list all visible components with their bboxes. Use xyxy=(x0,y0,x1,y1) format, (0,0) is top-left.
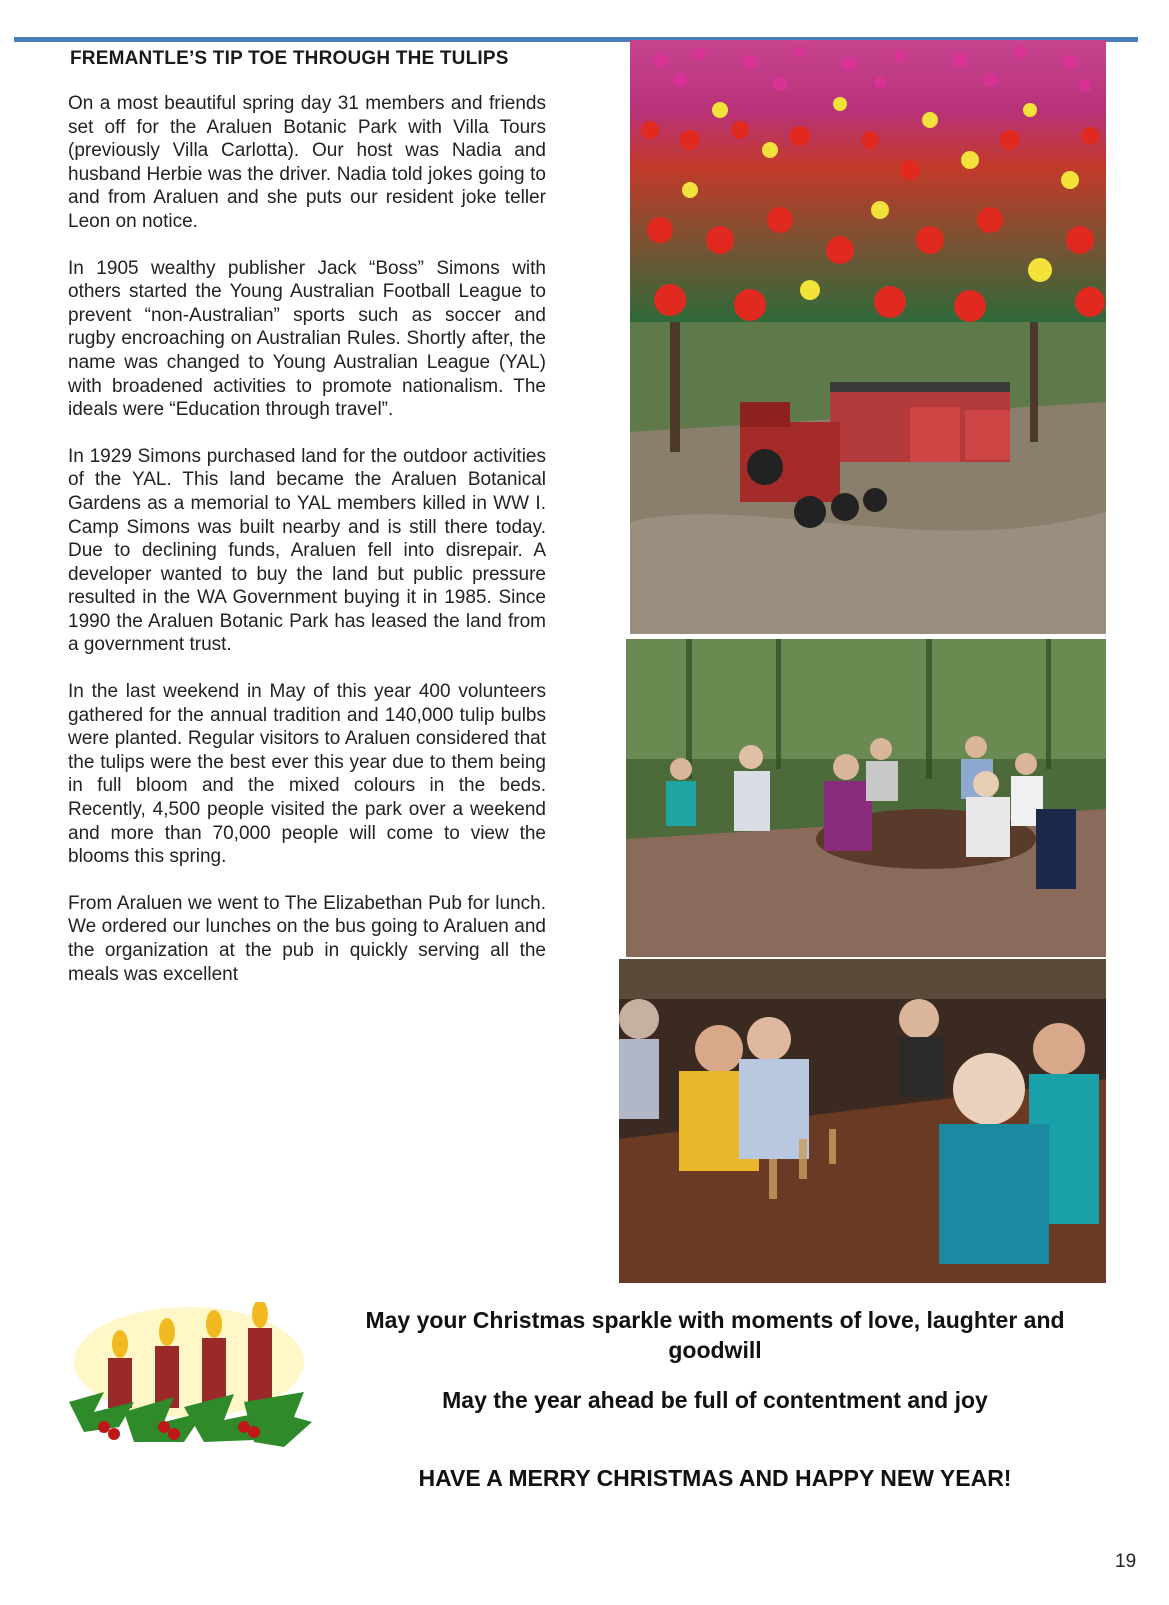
article-title: FREMANTLE’S TIP TOE THROUGH THE TULIPS xyxy=(70,48,509,69)
garden-train-photo xyxy=(630,322,1106,634)
greeting-line-3: HAVE A MERRY CHRISTMAS AND HAPPY NEW YEAR! xyxy=(418,1465,1012,1491)
group-outdoor-photo xyxy=(626,639,1106,957)
article-paragraph: In 1929 Simons purchased land for the outdoor activities of the YAL. This land became the Araluen Botanical Gardens as a memorial to YAL members killed in WW I. Camp Simons was built nearby and is still there today. Due to declining funds, Araluen fell into disrepair. A developer wanted to buy the land but public pressure resulted in the WA Government buying it in 1985. Since 1990 the Araluen Botanic Park has leased the land from a government trust. xyxy=(68,445,546,656)
article-paragraph: From Araluen we went to The Elizabethan Pub for lunch. We ordered our lunches on the bus going to Araluen and the organization at the pub in quickly serving all the meals was excellent xyxy=(68,892,546,985)
article-paragraph: On a most beautiful spring day 31 members and friends set off for the Araluen Botanic Park with Villa Tours (previously Villa Carlotta). Our host was Nadia and husband Herbie was the driver. Nadia told jokes going to and from Araluen and she puts our resident joke teller Leon on notice. xyxy=(68,93,546,232)
greeting-line-1: May your Christmas sparkle with moments of love, laughter and goodwill xyxy=(365,1307,1065,1363)
pub-lunch-photo xyxy=(619,959,1106,1283)
christmas-greeting xyxy=(320,1305,1110,1493)
article xyxy=(68,44,546,1009)
page-number: 19 xyxy=(1115,1551,1137,1572)
tulip-field-photo xyxy=(630,40,1106,322)
article-paragraph: In 1905 wealthy publisher Jack “Boss” Simons with others started the Young Australian Football League to prevent “non-Australian” sports such as soccer and rugby encroaching on Australian Rules. Shortly after, the name was changed to Young Australian League (YAL) with broadened activities to promote nationalism. The ideals were “Education through travel”. xyxy=(68,257,546,421)
article-paragraph: In the last weekend in May of this year 400 volunteers gathered for the annual tradition and 140,000 tulip bulbs were planted. Regular visitors to Araluen considered that the tulips were the best ever this year due to them being in full bloom and the mixed colours in the beds. Recently, 4,500 people visited the park over a weekend and more than 70,000 people will come to view the blooms this spring. xyxy=(68,681,546,868)
greeting-line-2: May the year ahead be full of contentment and joy xyxy=(442,1387,988,1413)
advent-candles-image xyxy=(64,1302,314,1472)
